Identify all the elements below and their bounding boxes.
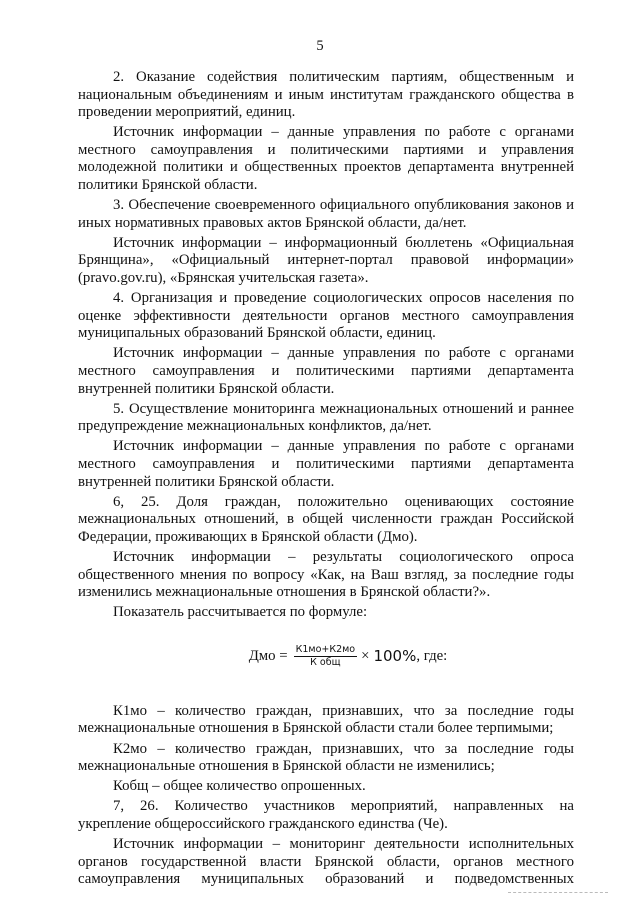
paragraph-item-7-26: 7, 26. Количество участников мероприятий, направленных на укрепление общероссийского гражданского единства (Че).	[78, 798, 574, 832]
paragraph-kobsh: Кобщ – общее количество опрошенных.	[113, 778, 366, 795]
paragraph-source-5: Источник информации – данные управления по работе с органами местного самоуправления и политическими партиями департамента внутренней политики Брянской области.	[78, 438, 574, 490]
paragraph-source-4: Источник информации – данные управления по работе с органами местного самоуправления и политическими партиями департамента внутренней политики Брянской области.	[78, 345, 574, 397]
paragraph-item-5: 5. Осуществление мониторинга межнациональных отношений и раннее предупреждение межнациональных конфликтов, да/нет.	[78, 400, 574, 435]
formula	[78, 644, 574, 669]
formula-fraction	[294, 644, 358, 669]
paragraph-item-2: 2. Оказание содействия политическим партиям, общественным и национальным объединениям и иным институтам гражданского общества в проведении мероприятий, единиц.	[78, 69, 574, 121]
formula-lhs: Дмо =	[248, 647, 288, 664]
paragraph-source-6-25: Источник информации – результаты социологического опроса общественного мнения по вопросу «Как, на Ваш взгляд, за последние годы изменились межнациональные отношения в Брянской области?».	[78, 548, 574, 601]
paragraph-source-2: Источник информации – данные управления по работе с органами местного самоуправления и политическими партиями и управления молодежной политики и общественных проектов департамента внутренней политики Брянской области.	[78, 124, 574, 194]
paragraph-k2mo: К2мо – количество граждан, признавших, что за последние годы межнациональные отношения в Брянской области не изменились;	[78, 740, 574, 775]
paragraph-item-4: 4. Организация и проведение социологических опросов населения по оценке эффективности деятельности органов местного самоуправления муниципальных образований Брянской области, единиц.	[78, 290, 574, 342]
document-body	[78, 69, 574, 891]
formula-multiplier: ×	[361, 647, 370, 664]
paragraph-item-3: 3. Обеспечение своевременного официального опубликования законов и иных нормативных правовых актов Брянской области, да/нет.	[78, 197, 574, 231]
paragraph-source-3: Источник информации – информационный бюллетень «Официальная Брянщина», «Официальный интернет-портал правовой информации» (pravo.gov.ru), «Брянская учительская газета».	[78, 234, 574, 287]
paragraph-item-6-25: 6, 25. Доля граждан, положительно оценивающих состояние межнациональных отношений, в общей численности граждан Российской Федерации, проживающих в Брянской области (Дмо).	[78, 493, 574, 545]
paragraph-formula-intro: Показатель рассчитывается по формуле:	[113, 604, 368, 621]
page-number: 5	[316, 38, 324, 54]
footer-rule	[508, 892, 608, 893]
formula-percent: 100%	[373, 646, 417, 665]
paragraph-source-7-26: Источник информации – мониторинг деятельности исполнительных органов государственной власти Брянской области, органов местного самоуправления муниципальных образований и подведомственных	[78, 835, 574, 888]
formula-numerator: К1мо+К2мо	[295, 643, 356, 655]
paragraph-k1mo: К1мо – количество граждан, признавших, что за последние годы межнациональные отношения в Брянской области стали более терпимыми;	[78, 702, 574, 737]
formula-suffix: , где:	[416, 647, 448, 664]
formula-denominator: К общ	[310, 656, 341, 668]
